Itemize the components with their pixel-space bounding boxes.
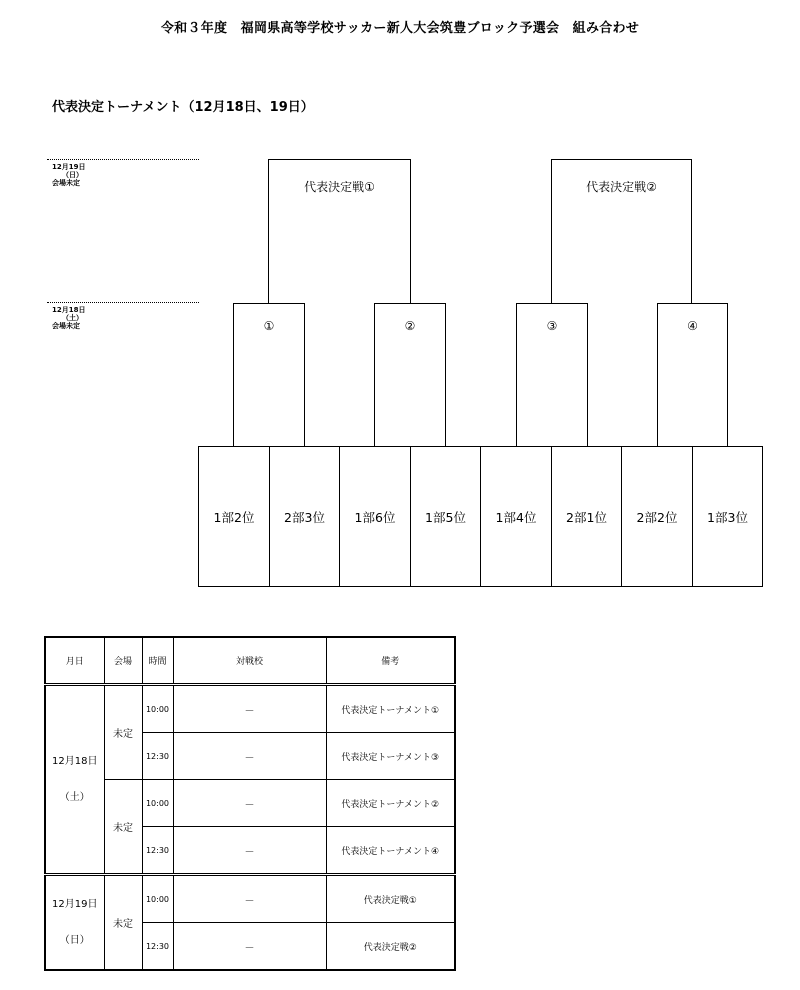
note-cell: 代表決定戦②: [326, 923, 455, 971]
date-cell: [45, 685, 104, 875]
document-title: 令和３年度 福岡県高等学校サッカー新人大会筑豊ブロック予選会 組み合わせ: [160, 21, 640, 36]
first-match-label: ①: [263, 319, 275, 333]
final-match-label: 代表決定戦②: [586, 180, 657, 194]
teams-cell: －: [173, 685, 326, 733]
first-match-label: ④: [687, 319, 698, 333]
teams-cell: －: [173, 733, 326, 780]
column-header-notes: 備考: [326, 637, 455, 685]
schedule-table: [44, 636, 456, 971]
note-cell: 代表決定戦①: [326, 875, 455, 923]
column-header-venue: 会場: [104, 637, 142, 685]
seed-slot: 1部5位: [410, 446, 481, 587]
note-cell: 代表決定トーナメント①: [326, 685, 455, 733]
time-cell: 10:00: [142, 875, 173, 923]
bracket-line: [233, 303, 305, 304]
final-match-label: 代表決定戦①: [304, 180, 375, 194]
round-date: 12月18日: [52, 306, 86, 314]
bracket-line: [268, 159, 411, 160]
seed-slot: 2部3位: [269, 446, 340, 587]
venue-cell: 未定: [104, 685, 142, 780]
time-cell: 10:00: [142, 780, 173, 827]
table-row: [45, 875, 455, 923]
teams-cell: －: [173, 827, 326, 875]
round-day: （日）: [62, 171, 83, 179]
venue-cell: 未定: [104, 780, 142, 875]
weekday-value: （土）: [59, 791, 90, 803]
teams-cell: －: [173, 875, 326, 923]
note-cell: 代表決定トーナメント④: [326, 827, 455, 875]
teams-cell: －: [173, 780, 326, 827]
round-venue: 会場未定: [52, 322, 80, 330]
table-header-row: [45, 637, 455, 685]
seed-slot: 1部3位: [692, 446, 763, 587]
section-title: 代表決定トーナメント（12月18日、19日）: [52, 100, 314, 115]
seed-slot: 1部2位: [198, 446, 270, 587]
first-match-label: ③: [546, 319, 558, 333]
teams-cell: －: [173, 923, 326, 971]
venue-cell: 未定: [104, 875, 142, 971]
round-date: 12月19日: [52, 163, 86, 171]
time-cell: 12:30: [142, 923, 173, 971]
bracket-line: [516, 303, 588, 304]
seed-slot: 1部6位: [339, 446, 411, 587]
table-row: [45, 685, 455, 733]
first-match-label: ②: [404, 319, 416, 333]
date-cell: [45, 875, 104, 971]
bracket-line: [374, 303, 446, 304]
table-row: [45, 780, 455, 827]
weekday-value: （日）: [59, 934, 90, 946]
column-header-teams: 対戦校: [173, 637, 326, 685]
note-cell: 代表決定トーナメント③: [326, 733, 455, 780]
note-cell: 代表決定トーナメント②: [326, 780, 455, 827]
time-cell: 12:30: [142, 733, 173, 780]
date-value: 12月19日: [52, 898, 98, 910]
seed-slot: 2部2位: [621, 446, 693, 587]
time-cell: 12:30: [142, 827, 173, 875]
round-day: （土）: [62, 314, 83, 322]
seed-slot: 1部4位: [480, 446, 552, 587]
bracket-line: [551, 159, 692, 160]
round-venue: 会場未定: [52, 179, 80, 187]
column-header-date: 月日: [45, 637, 104, 685]
column-header-time: 時間: [142, 637, 173, 685]
date-value: 12月18日: [52, 755, 98, 767]
time-cell: 10:00: [142, 685, 173, 733]
bracket-line: [657, 303, 728, 304]
seed-slot: 2部1位: [551, 446, 622, 587]
